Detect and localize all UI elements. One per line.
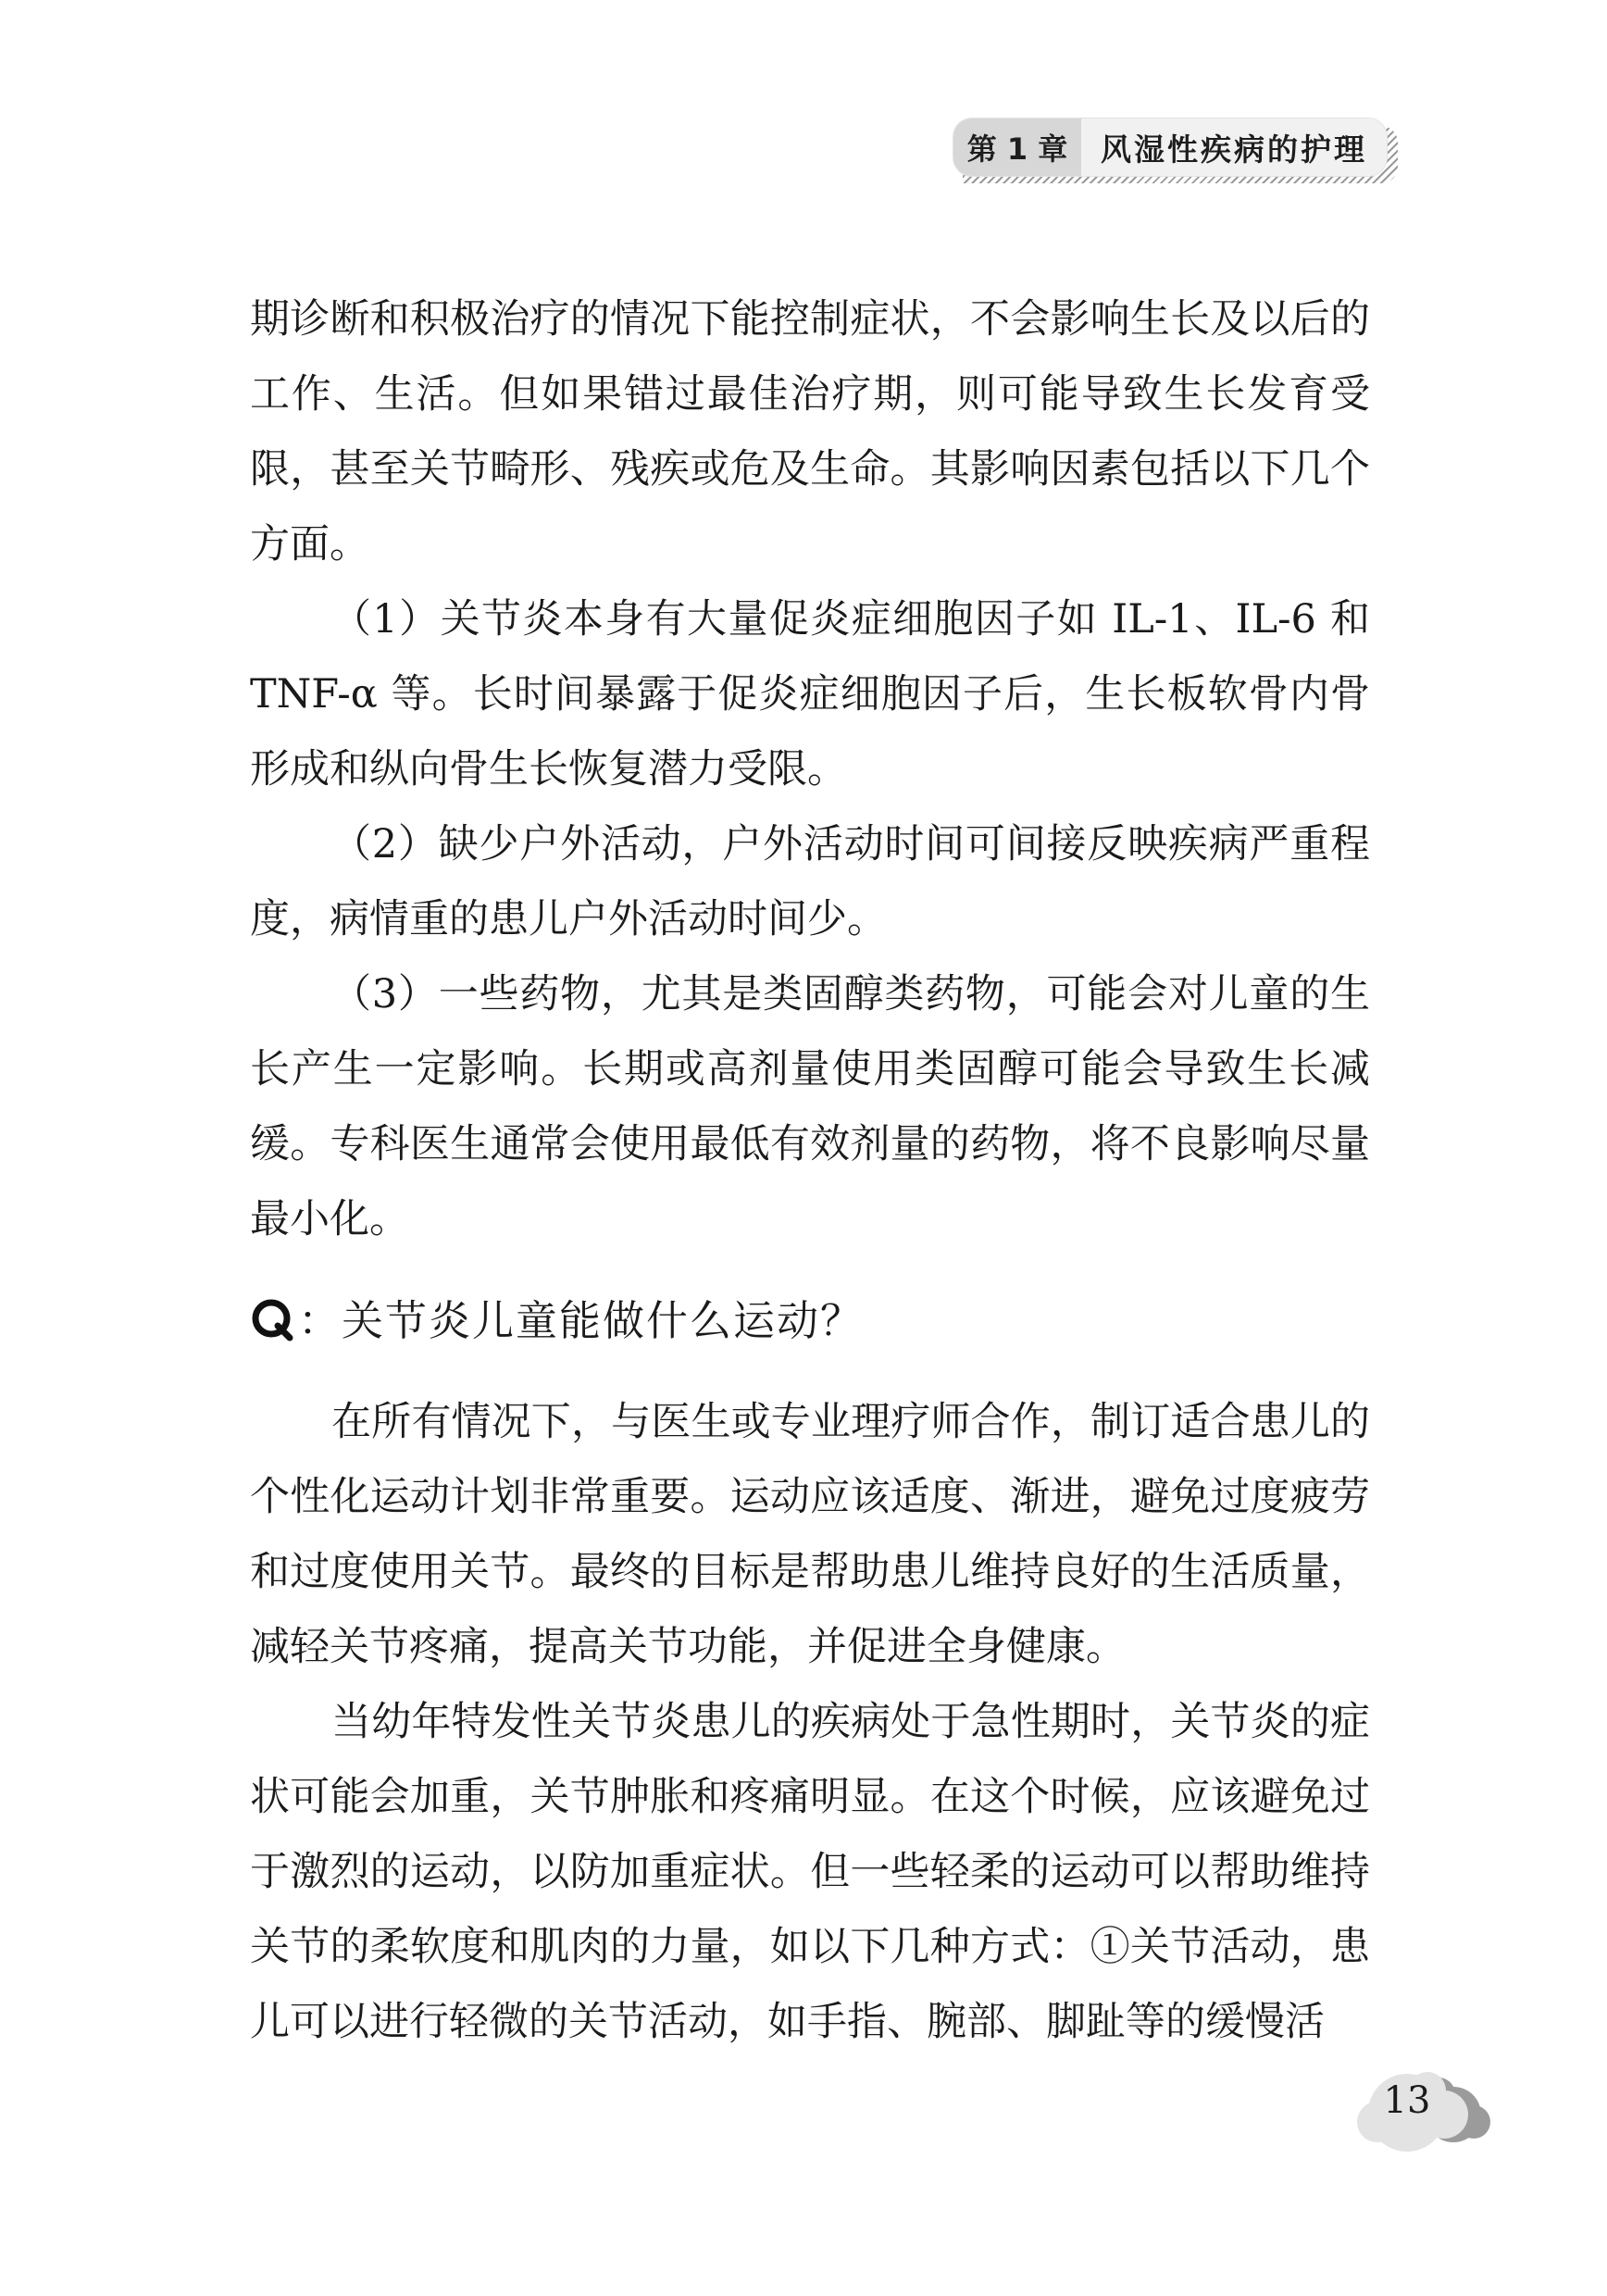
question-heading xyxy=(250,1274,1370,1366)
page-number-badge xyxy=(1353,2063,1492,2159)
q-letter-icon xyxy=(250,1297,296,1343)
paragraph: （2）缺少户外活动，户外活动时间可间接反映疾病严重程度，病情重的患儿户外活动时间少。 xyxy=(250,821,1370,942)
paragraph: 在所有情况下，与医生或专业理疗师合作，制订适合患儿的个性化运动计划非常重要。运动应该适度、渐进，避免过度疲劳和过度使用关节。最终的目标是帮助患儿维持良好的生活质量，减轻关节疼痛，提高关节功能，并促进全身健康。 xyxy=(250,1399,1370,1670)
question-text: 关节炎儿童能做什么运动？ xyxy=(342,1295,865,1345)
paragraph: 当幼年特发性关节炎患儿的疾病处于急性期时，关节炎的症状可能会加重，关节肿胀和疼痛明显。在这个时候，应该避免过于激烈的运动，以防加重症状。但一些轻柔的运动可以帮助维持关节的柔软度和肌肉的力量，如以下几种方式：①关节活动，患儿可以进行轻微的关节活动，如手指、腕部、脚趾等的缓慢活 xyxy=(250,1699,1370,2045)
page-number: 13 xyxy=(1383,2079,1431,2122)
page-body xyxy=(250,282,1370,2060)
chapter-header-tab xyxy=(953,119,1398,183)
chapter-tab-pill xyxy=(953,119,1387,176)
chapter-title: 风湿性疾病的护理 xyxy=(1081,119,1387,176)
paragraph: （1）关节炎本身有大量促炎症细胞因子如 IL-1、IL-6 和 TNF-α 等。长时间暴露于促炎症细胞因子后，生长板软骨内骨形成和纵向骨生长恢复潜力受限。 xyxy=(250,596,1370,792)
paragraph: （3）一些药物，尤其是类固醇类药物，可能会对儿童的生长产生一定影响。长期或高剂量使用类固醇可能会导致生长减缓。专科医生通常会使用最低有效剂量的药物，将不良影响尽量最小化。 xyxy=(250,971,1370,1242)
question-prefix: ： xyxy=(298,1295,343,1345)
paragraph: 期诊断和积极治疗的情况下能控制症状，不会影响生长及以后的工作、生活。但如果错过最佳治疗期，则可能导致生长发育受限，甚至关节畸形、残疾或危及生命。其影响因素包括以下几个方面。 xyxy=(250,296,1370,568)
chapter-number: 第 1 章 xyxy=(953,119,1081,176)
